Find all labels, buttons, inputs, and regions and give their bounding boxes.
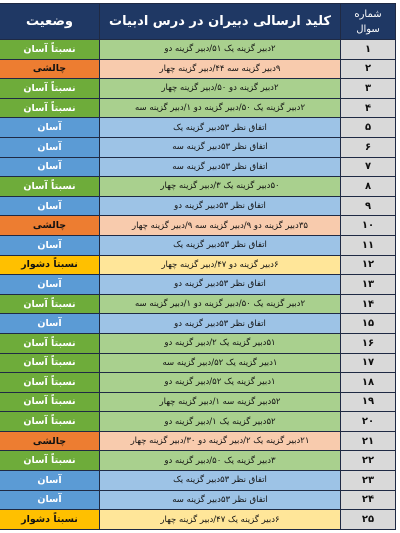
status-cell: نسبتاً آسان [0, 177, 100, 197]
status-cell: آسان [0, 196, 100, 216]
status-cell: آسان [0, 275, 100, 295]
question-number-cell: ۲۵ [341, 510, 396, 530]
question-number-cell: ۱۴ [341, 294, 396, 314]
table-body [0, 40, 396, 530]
question-number-cell: ۲۴ [341, 490, 396, 510]
status-cell: نسبتاً آسان [0, 40, 100, 60]
question-number-header [341, 4, 396, 40]
key-cell: ۲۱دبیر گزینه یک ۲/دبیر گزینه دو ۳۰/دبیر گزینه چهار [100, 431, 341, 451]
table-row [0, 216, 396, 236]
table-row [0, 451, 396, 471]
question-number-cell: ۱۲ [341, 255, 396, 275]
question-number-cell: ۱۹ [341, 392, 396, 412]
key-cell: اتفاق نظر ۵۳دبیر گزینه یک [100, 471, 341, 491]
question-number-cell: ۸ [341, 177, 396, 197]
question-number-header-line2: سوال [356, 23, 380, 35]
question-number-header-line1: شماره [354, 8, 382, 20]
status-cell: آسان [0, 137, 100, 157]
table-row [0, 79, 396, 99]
question-number-cell: ۱۷ [341, 353, 396, 373]
table-row [0, 255, 396, 275]
status-cell: نسبتاً آسان [0, 353, 100, 373]
question-number-cell: ۵ [341, 118, 396, 138]
question-number-cell: ۱۶ [341, 333, 396, 353]
key-cell: ۳دبیر گزینه یک ۵۰/دبیر گزینه دو [100, 451, 341, 471]
table-row [0, 431, 396, 451]
status-cell: نسبتاً آسان [0, 412, 100, 432]
table-row [0, 471, 396, 491]
status-cell: نسبتاً دشوار [0, 510, 100, 530]
key-cell: ۹دبیر گزینه سه ۴۴/دبیر گزینه چهار [100, 59, 341, 79]
table-row [0, 40, 396, 60]
key-cell: ۲دبیر گزینه یک ۵۰/دبیر گزینه دو ۱/دبیر گزینه سه [100, 294, 341, 314]
table-row [0, 490, 396, 510]
table-row [0, 118, 396, 138]
status-cell: آسان [0, 490, 100, 510]
status-cell: نسبتاً دشوار [0, 255, 100, 275]
key-cell: ۶دبیر گزینه یک ۴۷/دبیر گزینه چهار [100, 510, 341, 530]
table-row [0, 235, 396, 255]
table-row [0, 275, 396, 295]
question-number-cell: ۱ [341, 40, 396, 60]
status-cell: چالشی [0, 431, 100, 451]
question-number-cell: ۹ [341, 196, 396, 216]
key-cell: ۱دبیر گزینه یک ۵۲/دبیر گزینه دو [100, 373, 341, 393]
key-cell: ۵۱دبیر گزینه یک ۲/دبیر گزینه دو [100, 333, 341, 353]
question-number-cell: ۲۳ [341, 471, 396, 491]
answer-key-table [0, 3, 396, 530]
key-cell: ۲دبیر گزینه دو ۵۰/دبیر گزینه چهار [100, 79, 341, 99]
question-number-cell: ۲۱ [341, 431, 396, 451]
status-cell: نسبتاً آسان [0, 333, 100, 353]
key-cell: ۲دبیر گزینه یک ۵۱/دبیر گزینه دو [100, 40, 341, 60]
status-cell: آسان [0, 314, 100, 334]
question-number-cell: ۷ [341, 157, 396, 177]
table-row [0, 373, 396, 393]
key-cell: اتفاق نظر ۵۳دبیر گزینه یک [100, 118, 341, 138]
question-number-cell: ۲۰ [341, 412, 396, 432]
table-row [0, 157, 396, 177]
table-row [0, 412, 396, 432]
key-cell: ۵۲دبیر گزینه سه ۱/دبیر گزینه چهار [100, 392, 341, 412]
status-cell: نسبتاً آسان [0, 79, 100, 99]
question-number-cell: ۲۲ [341, 451, 396, 471]
status-cell: چالشی [0, 216, 100, 236]
status-header: وضعیت [0, 4, 100, 40]
table-row [0, 59, 396, 79]
status-cell: آسان [0, 235, 100, 255]
table-row [0, 98, 396, 118]
table-row [0, 314, 396, 334]
key-cell: اتفاق نظر ۵۳دبیر گزینه دو [100, 314, 341, 334]
key-cell: اتفاق نظر ۵۳دبیر گزینه سه [100, 137, 341, 157]
table-row [0, 294, 396, 314]
status-cell: نسبتاً آسان [0, 294, 100, 314]
key-cell: ۱دبیر گزینه یک ۵۲/دبیر گزینه سه [100, 353, 341, 373]
question-number-cell: ۱۳ [341, 275, 396, 295]
question-number-cell: ۱۰ [341, 216, 396, 236]
status-cell: نسبتاً آسان [0, 98, 100, 118]
status-cell: نسبتاً آسان [0, 392, 100, 412]
key-cell: اتفاق نظر ۵۳دبیر گزینه یک [100, 235, 341, 255]
key-cell: ۲دبیر گزینه یک ۵۰/دبیر گزینه دو ۱/دبیر گزینه سه [100, 98, 341, 118]
table-row [0, 333, 396, 353]
table-row [0, 177, 396, 197]
table-header-row [0, 4, 396, 40]
answer-key-sheet [3, 3, 396, 530]
key-cell: اتفاق نظر ۵۳دبیر گزینه سه [100, 490, 341, 510]
key-cell: ۵۲دبیر گزینه یک ۱/دبیر گزینه دو [100, 412, 341, 432]
status-cell: نسبتاً آسان [0, 373, 100, 393]
question-number-cell: ۳ [341, 79, 396, 99]
question-number-cell: ۱۵ [341, 314, 396, 334]
question-number-cell: ۶ [341, 137, 396, 157]
key-cell: اتفاق نظر ۵۳دبیر گزینه دو [100, 275, 341, 295]
question-number-cell: ۱۱ [341, 235, 396, 255]
status-cell: آسان [0, 118, 100, 138]
table-row [0, 392, 396, 412]
table-row [0, 137, 396, 157]
key-header: کلید ارسالی دبیران در درس ادبیات [100, 4, 341, 40]
table-row [0, 196, 396, 216]
key-cell: اتفاق نظر ۵۳دبیر گزینه دو [100, 196, 341, 216]
key-cell: ۳۵دبیر گزینه دو ۹/دبیر گزینه سه ۹/دبیر گزینه چهار [100, 216, 341, 236]
question-number-cell: ۲ [341, 59, 396, 79]
status-cell: آسان [0, 471, 100, 491]
key-cell: ۶دبیر گزینه دو ۴۷/دبیر گزینه چهار [100, 255, 341, 275]
status-cell: نسبتاً آسان [0, 451, 100, 471]
question-number-cell: ۱۸ [341, 373, 396, 393]
key-cell: اتفاق نظر ۵۳دبیر گزینه سه [100, 157, 341, 177]
status-cell: آسان [0, 157, 100, 177]
table-row [0, 353, 396, 373]
question-number-cell: ۴ [341, 98, 396, 118]
table-row [0, 510, 396, 530]
key-cell: ۵۰دبیر گزینه یک ۳/دبیر گزینه چهار [100, 177, 341, 197]
status-cell: چالشی [0, 59, 100, 79]
